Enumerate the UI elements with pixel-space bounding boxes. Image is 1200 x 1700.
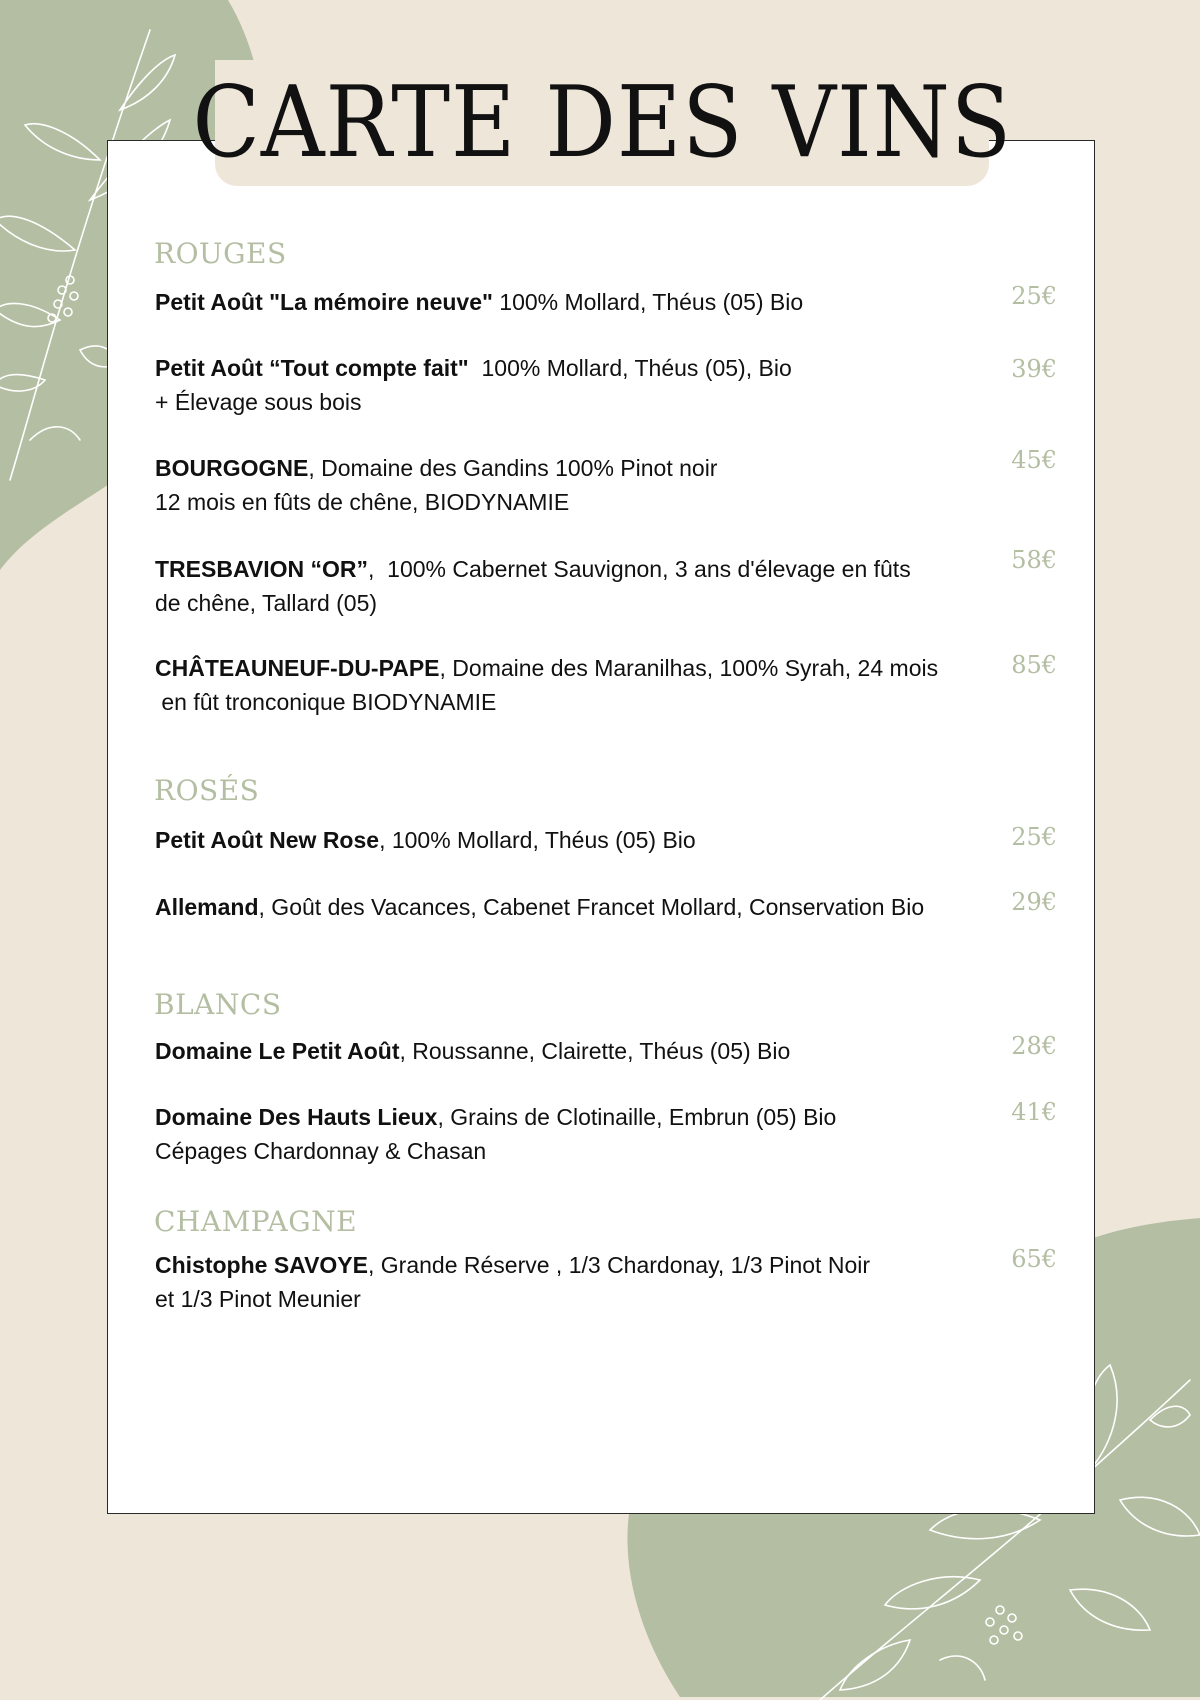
wine-name: Chistophe SAVOYE (155, 1252, 368, 1278)
wine-item (155, 890, 965, 924)
section-title-champagne: CHAMPAGNE (154, 1205, 358, 1238)
wine-name: Petit Août “Tout compte fait" (155, 355, 469, 381)
wine-description: , Goût des Vacances, Cabenet Francet Mollard, Conservation Bio (258, 894, 925, 920)
wine-item (155, 651, 965, 719)
page-title: CARTE DES VINS (192, 66, 1012, 180)
wine-description-line2: et 1/3 Pinot Meunier (155, 1286, 361, 1312)
wine-name: BOURGOGNE (155, 455, 309, 481)
wine-name: Allemand (155, 894, 259, 920)
wine-description-line2: en fût tronconique BIODYNAMIE (155, 689, 497, 715)
wine-description: , 100% Mollard, Théus (05) Bio (379, 827, 696, 853)
wine-name: Domaine Des Hauts Lieux (155, 1104, 438, 1130)
wine-description-line2: Cépages Chardonnay & Chasan (155, 1138, 487, 1164)
wine-description: , Domaine des Maranilhas, 100% Syrah, 24 mois (439, 655, 939, 681)
section-title-rouges: ROUGES (154, 237, 287, 270)
wine-name: Petit Août New Rose (155, 827, 380, 853)
section-title-roses: ROSÉS (154, 774, 260, 807)
wine-price: 65€ (1011, 1245, 1057, 1273)
wine-price: 39€ (1011, 355, 1057, 383)
wine-price: 25€ (1011, 823, 1057, 851)
wine-price: 29€ (1011, 888, 1057, 916)
wine-price: 25€ (1011, 282, 1057, 310)
wine-item (155, 552, 965, 620)
section-title-blancs: BLANCS (154, 988, 282, 1021)
wine-description: , Grains de Clotinaille, Embrun (05) Bio (437, 1104, 837, 1130)
wine-price: 58€ (1011, 546, 1057, 574)
wine-item (155, 1100, 965, 1168)
wine-price: 28€ (1011, 1032, 1057, 1060)
wine-name: CHÂTEAUNEUF-DU-PAPE (155, 655, 440, 681)
wine-item (155, 1248, 965, 1316)
wine-description: , Roussanne, Clairette, Théus (05) Bio (399, 1038, 791, 1064)
wine-description-line2: 12 mois en fûts de chêne, BIODYNAMIE (155, 489, 570, 515)
wine-description: , Grande Réserve , 1/3 Chardonay, 1/3 Pinot Noir (368, 1252, 871, 1278)
wine-item (155, 285, 965, 319)
wine-name: TRESBAVION “OR” (155, 556, 368, 582)
wine-description: , 100% Cabernet Sauvignon, 3 ans d'élevage en fûts (367, 556, 911, 582)
wine-price: 45€ (1011, 446, 1057, 474)
wine-description: , Domaine des Gandins 100% Pinot noir (308, 455, 718, 481)
wine-description-line2: de chêne, Tallard (05) (155, 590, 378, 616)
wine-price: 85€ (1011, 651, 1057, 679)
wine-description-line2: + Élevage sous bois (155, 389, 362, 415)
wine-item (155, 823, 965, 857)
wine-description: 100% Mollard, Théus (05), Bio (468, 355, 792, 381)
wine-item (155, 1034, 965, 1068)
wine-price: 41€ (1011, 1098, 1057, 1126)
wine-item (155, 351, 965, 419)
wine-name: Domaine Le Petit Août (155, 1038, 400, 1064)
wine-item (155, 451, 965, 519)
wine-name: Petit Août "La mémoire neuve" (155, 289, 493, 315)
wine-description: 100% Mollard, Théus (05) Bio (492, 289, 804, 315)
title-banner (192, 60, 1012, 186)
